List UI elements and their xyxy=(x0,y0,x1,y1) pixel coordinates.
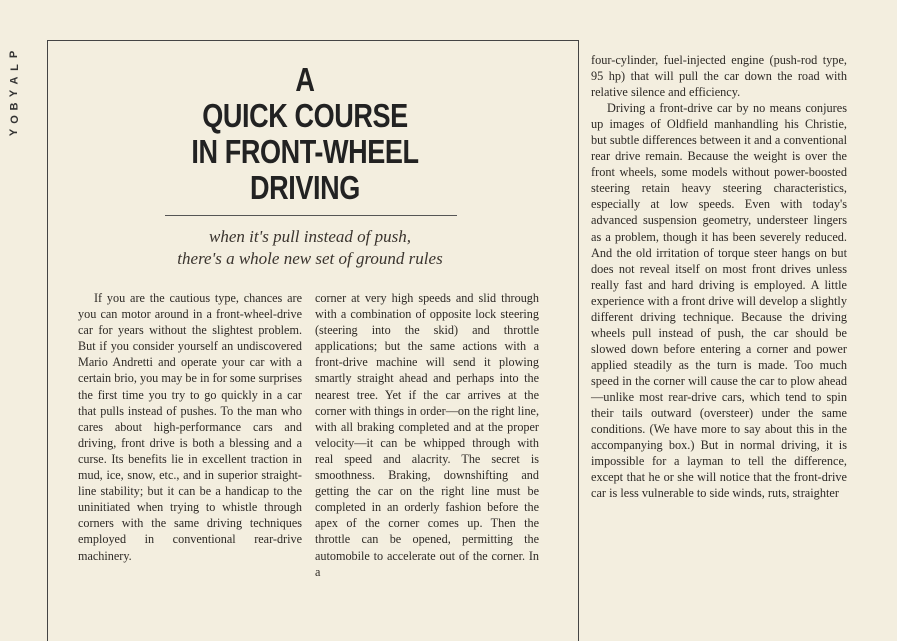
deck-line-2: there's a whole new set of ground rules xyxy=(177,249,443,268)
column2-paragraph: corner at very high speeds and slid through with a combination of opposite lock steering (steering into the skid) and throttle applications; but the same actions with a front-drive machine will send it plowing smartly straight ahead and perhaps into the nearest tree. Yet if the car arrives at the corner with things in order—on the right line, with all braking completed and at the proper velocity—it can be whipped through with real speed and alacrity. The secret is smoothness. Braking, downshifting and getting the car on the right line must be completed in an orderly fashion before the apex of the corner comes up. Then the throttle can be opened, permitting the automobile to accelerate out of the corner. In a xyxy=(315,291,539,579)
running-head-letter: L xyxy=(8,64,21,71)
running-head-letter: B xyxy=(8,102,21,111)
column1-paragraph: If you are the cautious type, chances are you can motor around in a front-wheel-drive car for years without the slightest problem. But if you consider yourself an undiscovered Mario Andretti and operate your car with a certain brio, you may be in for some surprises the first time you try to go quickly in a car that pulls instead of pushes. To the man who cares about high-performance cars and driving, front drive is both a blessing and a curse. Its benefits lie in excellent traction in mud, ice, snow, etc., and in superior straight-line stability; but it can be a handicap to the uninitiated when trying to whistle through corners with the same driving techniques employed in conventional rear-drive machinery. xyxy=(78,291,302,563)
deck xyxy=(140,226,480,270)
headline xyxy=(160,62,450,206)
running-head-letter: O xyxy=(8,115,21,124)
running-head-letter: Y xyxy=(8,128,21,137)
running-head xyxy=(6,48,24,139)
headline-line-3: IN FRONT-WHEEL xyxy=(191,133,419,170)
running-head-letter: A xyxy=(8,76,21,85)
headline-rule xyxy=(165,215,457,216)
deck-line-1: when it's pull instead of push, xyxy=(209,227,411,246)
running-head-letter: P xyxy=(8,50,21,59)
headline-line-4: DRIVING xyxy=(250,169,360,206)
running-head-letter: Y xyxy=(8,89,21,98)
column3-paragraph-2: Driving a front-drive car by no means conjures up images of Oldfield manhandling his Christie, but subtle differences between it and a conventional rear drive remain. Because the weight is over the front wheels, some models without power-boosted steering retain heavy steering characteristics, especially at low speeds. Even with today's advanced suspension geometry, understeer lingers as a problem, though it has been severely reduced. And the old irritation of torque steer hangs on but does not reveal itself on most front drives unless really fast and hard driving is employed. A little experience with a front drive will develop a slightly different driving technique. Because the driving wheels pull instead of push, the car should be slowed down before entering a corner and power applied steadily as the turn is made. Too much speed in the corner will cause the car to plow ahead—unlike most rear-drive cars, which tend to spin their tails outward (oversteer) under the same conditions. (We have more to say about this in the accompanying box.) But in normal driving, it is impossible for a layman to tell the difference, except that he or she will notice that the front-drive car is less vulnerable to side winds, ruts, straighter xyxy=(591,101,847,501)
headline-line-2: QUICK COURSE xyxy=(202,97,408,134)
body-column-3 xyxy=(591,52,847,501)
body-column-2 xyxy=(315,290,539,580)
body-column-1 xyxy=(78,290,302,564)
column3-paragraph-1: four-cylinder, fuel-injected engine (push-rod type, 95 hp) that will pull the car down the road with relative silence and efficiency. xyxy=(591,53,847,100)
headline-line-1: A xyxy=(295,61,315,98)
